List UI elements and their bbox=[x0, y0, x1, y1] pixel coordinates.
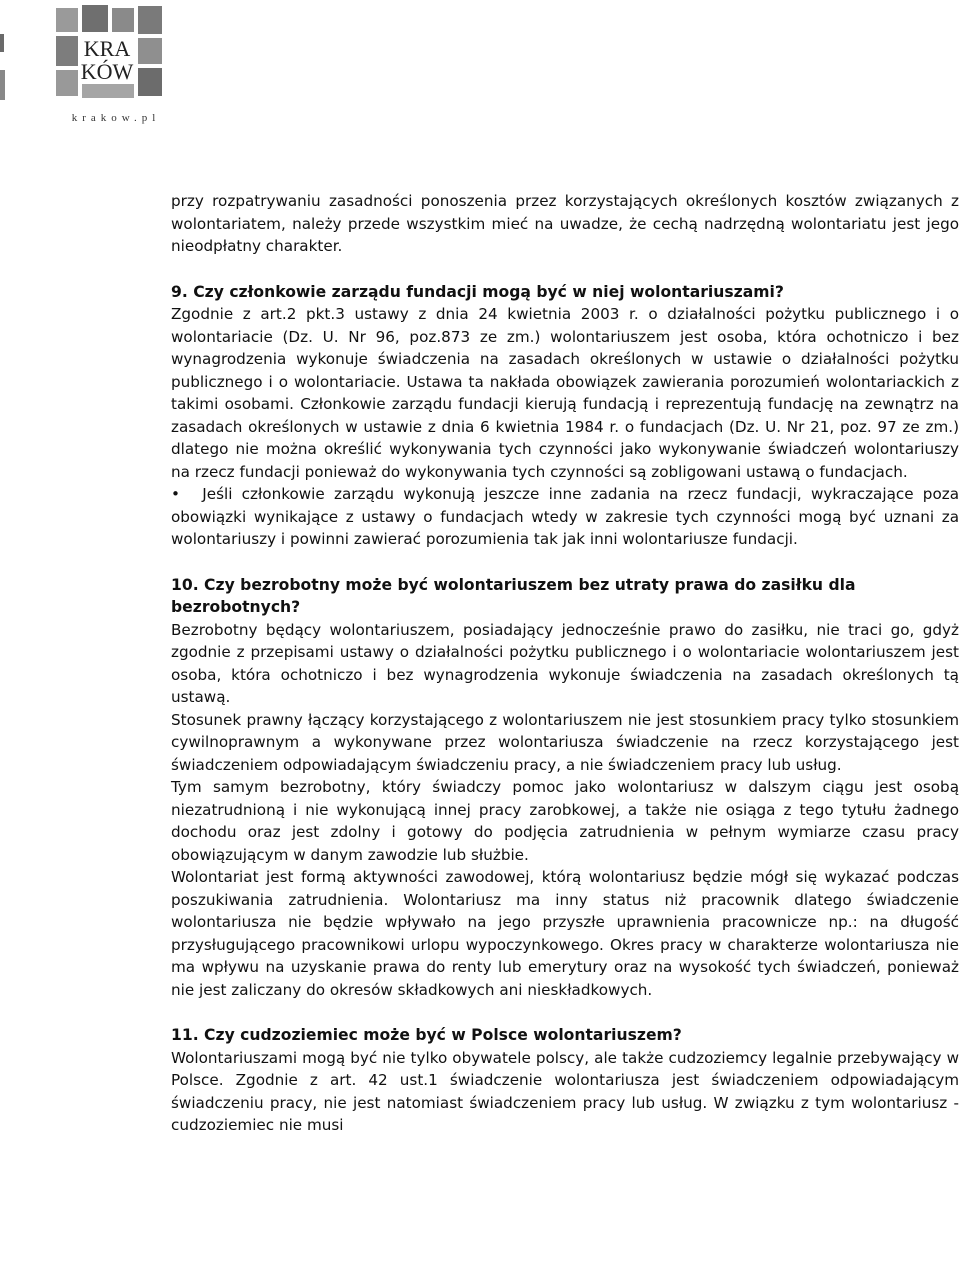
krakow-logo bbox=[0, 0, 170, 130]
question-10-paragraph: Tym samym bezrobotny, który świadczy pomoc jako wolontariusz w dalszym ciągu jest osobą niezatrudnioną i nie wykonującą innej pracy zarobkowej, a także nie osiąga z tego tytułu żadnego dochodu oraz jest zdolny i gotowy do podjęcia zatrudnienia w pełnym wymiarze czasu pracy obowiązującym w danym zawodzie lub służbie. bbox=[171, 778, 959, 864]
question-11-body: Wolontariuszami mogą być nie tylko obywatele polscy, ale także cudzoziemcy legalnie przebywający w Polsce. Zgodnie z art. 42 ust.1 świadczenie wolontariusza jest świadczeniem odpowiadającym świadczeniu pracy, nie jest natomiast świadczeniem pracy lub usług. W związku z tym wolontariusz - cudzoziemiec nie musi bbox=[171, 1048, 959, 1134]
logo-word-bottom: KÓW bbox=[80, 59, 134, 84]
question-10-title: 10. Czy bezrobotny może być wolontariuszem bez utraty prawa do zasiłku dla bezrobotnych? bbox=[171, 575, 856, 616]
question-9-bullet-text: Jeśli członkowie zarządu wykonują jeszcze inne zadania na rzecz fundacji, wykraczające poza obowiązki wynikające z ustawy o fundacjach wtedy w zakresie tych czynności mogą być uznani za wolontariuszy i powinni zawierać porozumienia tak jak inni wolontariusze fundacji. bbox=[171, 485, 960, 548]
question-10-paragraph: Bezrobotny będący wolontariuszem, posiadający jednocześnie prawo do zasiłku, nie traci go, gdyż zgodnie z przepisami ustawy o działalności pożytku publicznego i o wolontariacie wolontariuszem jest osoba, która ochotniczo i bez wynagrodzenia wykonuje świadczenia na zasadach określonych tą ustawą. bbox=[171, 620, 959, 706]
question-9-title: 9. Czy członkowie zarządu fundacji mogą być w niej wolontariuszami? bbox=[171, 282, 784, 301]
question-11-title: 11. Czy cudzoziemiec może być w Polsce wolontariuszem? bbox=[171, 1026, 682, 1044]
bullet-icon: • bbox=[171, 485, 180, 503]
question-9-body: Zgodnie z art.2 pkt.3 ustawy z dnia 24 kwietnia 2003 r. o działalności pożytku publicznego i o wolontariacie (Dz. U. Nr 96, poz.873 ze zm.) wolontariuszem jest osoba, która ochotniczo i bez wynagrodzenia wykonuje świadczenia na zasadach określonych w ustawie o działalności pożytku publicznego i o wolontariacie. Ustawa ta nakłada obowiązek zawierania porozumień wolontariackich z takimi osobami. Członkowie zarządu fundacji kierują fundacją i reprezentują fundację na zewnątrz na zasadach określonych w ustawie z dnia 6 kwietnia 1984 r. o fundacjach (Dz. U. Nr 21, poz. 97 ze zm.) dlatego nie można określić wykonywania tych czynności jako wykonywanie świadczeń wolontariuszy na rzecz fundacji ponieważ do wykonywania tych czynności są zobligowani ustawą o fundacjach. bbox=[171, 305, 959, 481]
document-body bbox=[171, 190, 959, 1137]
question-9-bullet-item bbox=[171, 483, 959, 551]
logo-word-top: KRA bbox=[83, 36, 131, 61]
krakow-logo-graphic bbox=[0, 0, 170, 130]
logo-site: krakow.pl bbox=[71, 112, 161, 124]
intro-paragraph: przy rozpatrywaniu zasadności ponoszenia przez korzystających określonych kosztów związanych z wolontariatem, należy przede wszystkim mieć na uwadze, że cechą nadrzędną wolontariatu jest jego nieodpłatny charakter. bbox=[171, 192, 959, 255]
question-10-paragraph: Wolontariat jest formą aktywności zawodowej, którą wolontariusz będzie mógł się wykazać podczas poszukiwania zatrudnienia. Wolontariusz ma inny status niż pracownik dlatego świadczenie wolontariusza nie będzie wpływało na jego przyszłe uprawnienia pracownicze np.: na długość przysługującego pracownikowi urlopu wypoczynkowego. Okres pracy w charakterze wolontariusza nie ma wpływu na uzyskanie prawa do renty lub emerytury oraz na wysokość tych świadczeń, ponieważ nie jest zaliczany do okresów składkowych ani nieskładkowych. bbox=[171, 868, 959, 999]
question-10-paragraph: Stosunek prawny łączący korzystającego z wolontariuszem nie jest stosunkiem pracy tylko stosunkiem cywilnoprawnym a wykonywane przez wolontariusza świadczenie na rzecz korzystającego jest świadczeniem odpowiadającym świadczeniu pracy, a nie świadczeniem pracy lub usług. bbox=[171, 710, 959, 774]
